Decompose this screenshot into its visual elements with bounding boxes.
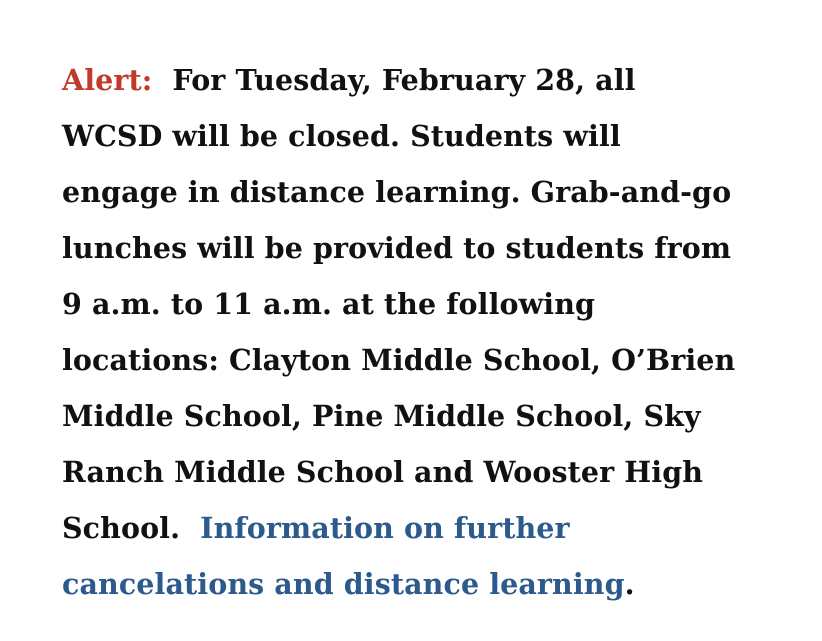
alert-line-2: WCSD will be closed. Students will	[62, 119, 621, 153]
alert-line-9	[62, 500, 802, 556]
alert-line-4: lunches will be provided to students from	[62, 231, 732, 265]
alert-line-6: locations: Clayton Middle School, O’Brien	[62, 343, 736, 377]
more-info-link-part-2[interactable]: cancelations and distance learning	[62, 567, 625, 601]
alert-line-8: Ranch Middle School and Wooster High	[62, 455, 704, 489]
alert-line-3: engage in distance learning. Grab-and-go	[62, 175, 732, 209]
alert-notice	[62, 52, 802, 612]
alert-label: Alert:	[62, 63, 153, 97]
alert-text: For Tuesday, February 28, all	[172, 63, 636, 97]
alert-line-10	[62, 556, 802, 612]
alert-end-period: .	[624, 567, 635, 601]
alert-line-5: 9 a.m. to 11 a.m. at the following	[62, 287, 596, 321]
alert-line-7: Middle School, Pine Middle School, Sky	[62, 399, 701, 433]
more-info-link-part-1[interactable]: Information on further	[200, 511, 570, 545]
alert-line-1	[62, 52, 802, 108]
alert-text-end: School.	[62, 511, 181, 545]
